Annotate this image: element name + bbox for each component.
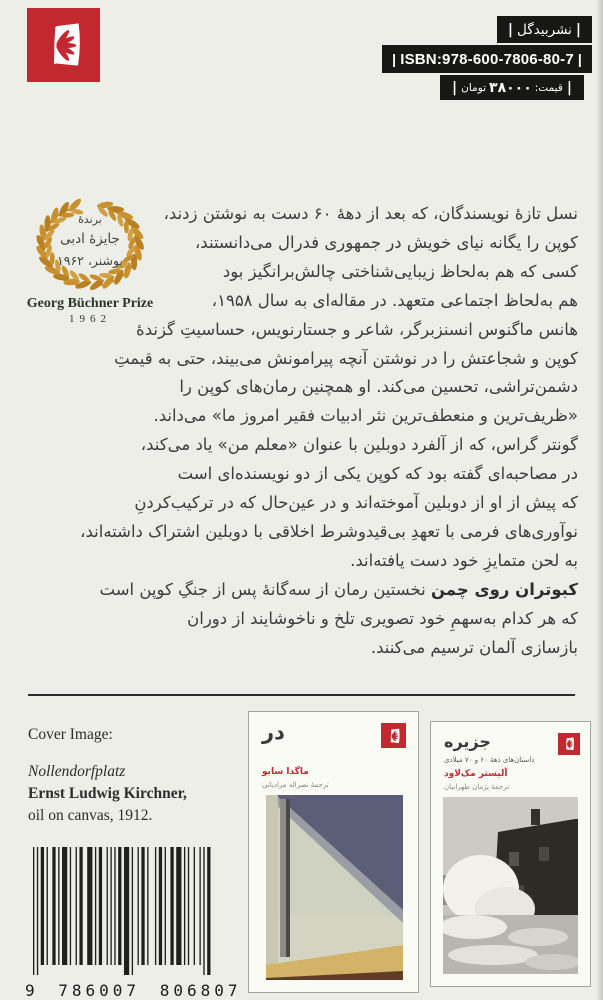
text-line: نوآوری‌های فرمی با تعهدِ بی‌قیدوشرط اخلاقی با دوبلین اشتراک داشته‌اند، [80, 521, 578, 541]
text-line: دشمن‌تراشی، تحسین می‌کند. او همچنین رمان‌های کوپن را [179, 377, 578, 397]
edge-bar: | [507, 21, 514, 38]
text-line: هم به‌لحاظ اجتماعی متعهد. در مقاله‌ای به سال ۱۹۵۸، [211, 290, 578, 310]
publisher-book-icon [40, 18, 87, 72]
door-cover-art [266, 795, 403, 980]
divider-line [28, 694, 575, 696]
related-book-author: آلیستر مک‌لاود [444, 769, 508, 779]
related-book-translator: ترجمهٔ نصراله مرادیانی [262, 781, 329, 789]
edge-bar: | [392, 51, 397, 67]
text-line: «ظریف‌ترین و منعطف‌ترین نثر ادبیات فقیر امروز ما» می‌داند. [153, 406, 578, 426]
edge-bar: | [452, 79, 458, 96]
text-line: بازسازی آلمان ترسیم می‌کنند. [370, 637, 578, 657]
text-line: در مصاحبه‌ای گفته بود که کوپن یکی از دو نویسنده‌ای است [177, 464, 578, 484]
edge-bar: | [575, 21, 581, 38]
award-prize-label: جایزهٔ ادبی [60, 231, 120, 247]
award-year-en: 1962 [69, 313, 111, 325]
related-book-door [248, 711, 419, 993]
text-line: گونتر گراس، که از آلفرد دوبلین با عنوان «معلم من» یاد می‌کند، [140, 435, 578, 455]
publisher-info-boxes [382, 16, 592, 100]
cover-image-label: Cover Image: [28, 726, 113, 743]
publisher-logo [27, 8, 100, 82]
price-value: ۳۸۰۰۰ [489, 79, 532, 96]
text-line: هانس ماگنوس انسنزبرگر، شاعر و جستارنویس، حساسیتِ گزندهٔ [136, 319, 578, 339]
island-cover-art [443, 797, 578, 974]
barcode-bars [25, 843, 221, 975]
text-line: نسل تازهٔ نویسندگان، که بعد از دههٔ ۶۰ دست به نوشتن زدند، [163, 204, 578, 223]
publisher-mini-logo [381, 723, 406, 748]
isbn-box [382, 45, 592, 73]
text-line: که پیش از او از دوبلین آموخته‌اند و در عین‌حال که در ترکیب‌کردنِ [134, 493, 578, 513]
related-book-subtitle: داستان‌های دههٔ ۶۰ و ۷۰ میلادی [444, 756, 535, 764]
price-unit: تومان [461, 81, 487, 94]
publisher-name-box [497, 16, 592, 43]
text-line: کوپن را یگانه نیای خویش در جمهوری فدرال می‌دانستند، [194, 232, 578, 252]
award-year-fa: بوشنر، ۱۹۶۲ [57, 253, 123, 268]
publisher-book-icon [562, 736, 576, 752]
cover-image-credit [28, 724, 187, 827]
price-box [440, 75, 584, 100]
text-line: کبوتران روی چمن نخستین رمان از سه‌گانهٔ پس از جنگِ کوپن است [99, 579, 578, 599]
award-prize-name-en: Georg Büchner Prize [26, 296, 154, 311]
publisher-mini-logo [558, 733, 580, 755]
edge-bar: | [566, 79, 572, 96]
artist-name: Ernst Ludwig Kirchner, [28, 785, 187, 802]
text-line: که هر کدام به‌سهمِ خود تصویری تلخ و ناخوشایند از دوران [187, 608, 578, 628]
related-book-title: در [262, 720, 285, 744]
related-book-island [430, 721, 591, 987]
text-line: کوپن و شجاعتش را در نوشتن آنچه پیرامونش می‌بیند، حتی به قیمتِ [114, 348, 578, 368]
related-book-title: جزیره [444, 732, 491, 751]
related-book-translator: ترجمهٔ پژمان طهرانیان [444, 783, 510, 791]
barcode-digits: 9 786007 806807 [25, 981, 242, 1000]
barcode [25, 843, 242, 1000]
back-cover-text [18, 200, 578, 663]
edge-bar: | [577, 51, 582, 67]
publisher-name: نشربیدگل [517, 21, 572, 38]
award-winner-label: برندهٔ [78, 213, 102, 226]
artwork-medium: oil on canvas, 1912. [28, 807, 153, 824]
text-line: به لحن متمایزِ خود دست یافته‌اند. [350, 550, 578, 570]
artwork-title: Nollendorfplatz [28, 763, 126, 780]
isbn-value: ISBN:978-600-7806-80-7 [400, 50, 574, 68]
price-label: قیمت: [534, 81, 563, 94]
text-line: کسی که هم به‌لحاظ زیبایی‌شناختی چالش‌برانگیز بود [222, 261, 578, 281]
publisher-book-icon [386, 727, 402, 745]
related-book-author: ماگدا سابو [262, 767, 309, 777]
